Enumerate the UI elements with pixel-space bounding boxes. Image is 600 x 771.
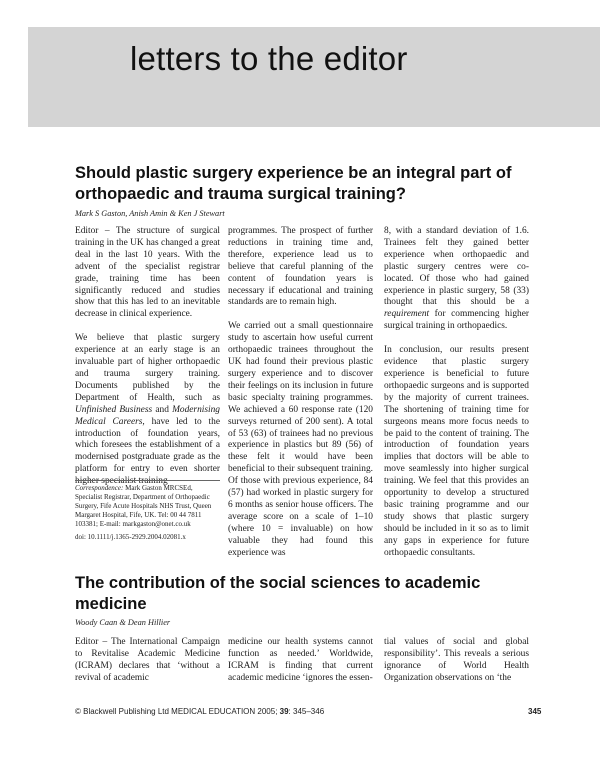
- article-2-column-1: [75, 637, 220, 685]
- article-1-paragraph: We carried out a small questionnaire study to ascertain how useful current orthopaedic trainees throughout the UK had found their previous plastic surgery experience and to discover their feelings on its inclusion in future basic specialty training programmes. We achieved a 60 response rate (120 surveys returned of 200 sent). A total of 53 (63) of trainees had no previous experience in plastics but 89 (56) of these felt it would have been beneficial to their subsequent training. Of those with previous experience, 84 (57) had worked in plastic surgery for 6 months as senior house officers. The average score on a scale of 1–10 (where 10 = invaluable) on how valuable they had found this experience was: [228, 321, 373, 558]
- article-1-column-2: [228, 226, 373, 559]
- article-1-title-line-2: orthopaedic and trauma surgical training?: [75, 185, 406, 203]
- article-2-column-2: [228, 637, 373, 685]
- article-1-authors: Mark S Gaston, Anish Amin & Ken J Stewart: [75, 209, 225, 218]
- footnote-divider: [75, 480, 220, 481]
- article-1-paragraph: We believe that plastic surgery experience at an early stage is an invaluable part of higher orthopaedic and trauma surgery training. Documents published by the Department of Health, such as Unfinished Business and Modernising Medical Careers, have led to the introduction of foundation years, which foresees the establishment of a modernised postgraduate grade as the platform for entry to even shorter higher specialist training: [75, 333, 220, 487]
- article-1-paragraph: programmes. The prospect of further reductions in training time and, therefore, experience lead us to believe that careful planning of the content of foundation years is necessary if educational and training standards are to remain high.: [228, 226, 373, 308]
- article-2-paragraph: tial values of social and global responsibility’. This reveals a serious ignorance of World Health Organization observations on ‘the: [384, 637, 529, 683]
- article-1-paragraph: In conclusion, our results present evidence that plastic surgery experience is beneficial to future orthopaedic surgeons and is supported by the majority of current trainees. The shortening of training time for surgeons means more focus needs to be paid to the content of training. The introduction of foundation years implies that doctors will be able to move seamlessly into higher surgical training. We feel that this provides an opportunity to develop a structured basic training programme and our study shows that plastic surgery should be included in it so as to limit any gaps in experience for future orthopaedic consultants.: [384, 345, 529, 558]
- article-1-column-1: [75, 226, 220, 488]
- page-number: 345: [528, 707, 542, 716]
- article-2-title: [75, 573, 575, 615]
- article-2-authors: Woody Caan & Dean Hillier: [75, 618, 171, 627]
- article-1-paragraph: Editor – The structure of surgical training in the UK has changed a great deal in the last 10 years. With the advent of the specialist registrar grade, training time has been significantly reduced and studies show that this has led to an inevitable decrease in clinical experience.: [75, 226, 220, 320]
- article-2-paragraph: Editor – The International Campaign to Revitalise Academic Medicine (ICRAM) declares that ‘without a revival of academic: [75, 637, 220, 683]
- article-1-paragraph: 8, with a standard deviation of 1.6. Trainees felt they gained better experience when orthopaedic and plastic surgery centres were co-located. Of those who had gained experience in plastic surgery, 58 (33) thought that this should be a requirement for commencing higher surgical training in orthopaedics.: [384, 226, 529, 332]
- article-2-column-3: [384, 637, 529, 685]
- page-footer: © Blackwell Publishing Ltd MEDICAL EDUCATION 2005; 39: 345–346: [75, 707, 325, 716]
- article-2-title-line-1: The contribution of the social sciences to academic: [75, 574, 481, 592]
- section-title: letters to the editor: [130, 40, 408, 77]
- article-1-title: [75, 163, 575, 205]
- article-1-doi: doi: 10.1111/j.1365-2929.2004.02081.x: [75, 533, 186, 541]
- article-1-title-line-1: Should plastic surgery experience be an integral part of: [75, 164, 512, 182]
- correspondence-note: Correspondence: Mark Gaston MRCSEd, Specialist Registrar, Department of Orthopaedic Surgery, Fife Acute Hospitals NHS Trust, Queen Margaret Hospital, Fife, UK. Tel: 00 44 7811 103381; E-mail: markgaston@onet.co.uk: [75, 484, 212, 528]
- article-2-title-line-2: medicine: [75, 595, 147, 613]
- article-2-paragraph: medicine our health systems cannot function as needed.’ Worldwide, ICRAM is finding that current academic medicine ‘ignores the essen-: [228, 637, 373, 683]
- article-1-column-3: [384, 226, 529, 559]
